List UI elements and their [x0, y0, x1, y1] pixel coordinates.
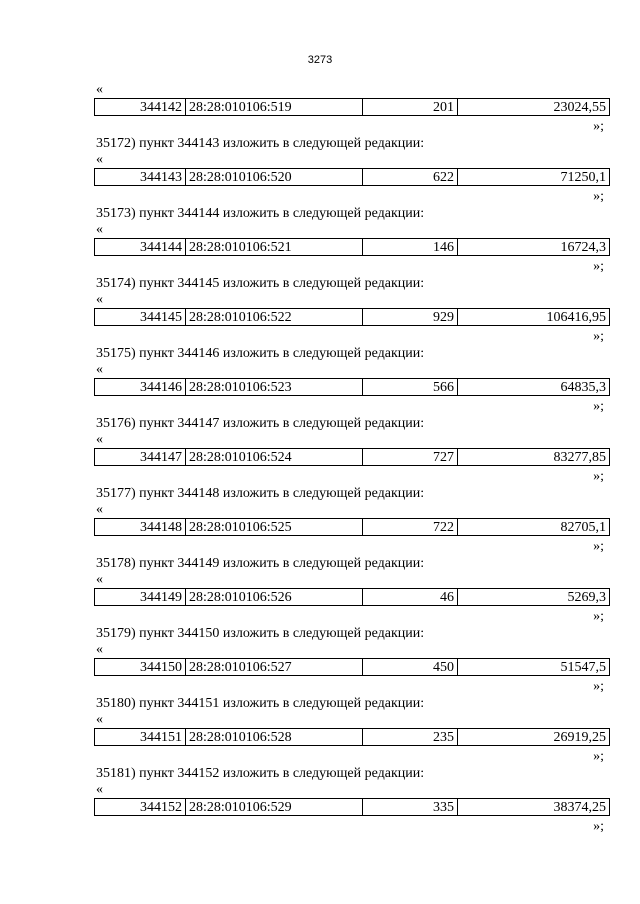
closing-quote: »;: [593, 259, 604, 274]
amendment-block: [94, 502, 610, 572]
value-cell: 64835,3: [458, 379, 610, 396]
table-row: [94, 378, 610, 396]
value-cell: 71250,1: [458, 169, 610, 186]
table-row: [94, 168, 610, 186]
value-cell: 5269,3: [458, 589, 610, 606]
cadastral-number-cell: 28:28:010106:523: [186, 379, 363, 396]
area-cell: 146: [363, 239, 458, 256]
area-cell: 929: [363, 309, 458, 326]
table-row: [94, 308, 610, 326]
table-row: [94, 238, 610, 256]
area-cell: 335: [363, 799, 458, 816]
value-cell: 82705,1: [458, 519, 610, 536]
table-row: [94, 588, 610, 606]
table-row: [94, 658, 610, 676]
amendment-block: [94, 222, 610, 292]
closing-quote: »;: [593, 329, 604, 344]
table-row: [94, 518, 610, 536]
amendment-instruction: 35181) пункт 344152 изложить в следующей редакции:: [96, 766, 425, 781]
item-number-cell: 344151: [95, 729, 186, 746]
value-cell: 26919,25: [458, 729, 610, 746]
item-number-cell: 344147: [95, 449, 186, 466]
opening-quote: «: [96, 712, 103, 727]
amendment-instruction: 35172) пункт 344143 изложить в следующей редакции:: [96, 136, 425, 151]
opening-quote: «: [96, 432, 103, 447]
closing-quote: »;: [593, 189, 604, 204]
opening-quote: «: [96, 782, 103, 797]
item-number-cell: 344143: [95, 169, 186, 186]
opening-quote: «: [96, 152, 103, 167]
closing-quote: »;: [593, 399, 604, 414]
cadastral-number-cell: 28:28:010106:527: [186, 659, 363, 676]
opening-quote: «: [96, 82, 103, 97]
cadastral-number-cell: 28:28:010106:519: [186, 99, 363, 116]
opening-quote: «: [96, 642, 103, 657]
amendment-instruction: 35174) пункт 344145 изложить в следующей редакции:: [96, 276, 425, 291]
area-cell: 727: [363, 449, 458, 466]
cadastral-number-cell: 28:28:010106:524: [186, 449, 363, 466]
opening-quote: «: [96, 222, 103, 237]
closing-quote: »;: [593, 749, 604, 764]
amendment-instruction: 35173) пункт 344144 изложить в следующей редакции:: [96, 206, 425, 221]
table-row: [94, 728, 610, 746]
table-row: [94, 98, 610, 116]
page-number: 3273: [307, 54, 333, 66]
item-number-cell: 344150: [95, 659, 186, 676]
cadastral-number-cell: 28:28:010106:526: [186, 589, 363, 606]
amendment-block: [94, 152, 610, 222]
cadastral-number-cell: 28:28:010106:525: [186, 519, 363, 536]
item-number-cell: 344146: [95, 379, 186, 396]
cadastral-number-cell: 28:28:010106:529: [186, 799, 363, 816]
area-cell: 46: [363, 589, 458, 606]
closing-quote: »;: [593, 609, 604, 624]
closing-quote: »;: [593, 539, 604, 554]
value-cell: 83277,85: [458, 449, 610, 466]
area-cell: 722: [363, 519, 458, 536]
amendment-block: [94, 642, 610, 712]
amendment-block: [94, 362, 610, 432]
item-number-cell: 344144: [95, 239, 186, 256]
amendment-instruction: 35177) пункт 344148 изложить в следующей редакции:: [96, 486, 425, 501]
cadastral-number-cell: 28:28:010106:520: [186, 169, 363, 186]
closing-quote: »;: [593, 819, 604, 834]
amendment-instruction: 35178) пункт 344149 изложить в следующей редакции:: [96, 556, 425, 571]
opening-quote: «: [96, 362, 103, 377]
value-cell: 23024,55: [458, 99, 610, 116]
area-cell: 201: [363, 99, 458, 116]
area-cell: 622: [363, 169, 458, 186]
item-number-cell: 344145: [95, 309, 186, 326]
amendment-instruction: 35179) пункт 344150 изложить в следующей редакции:: [96, 626, 425, 641]
amendment-block: [94, 572, 610, 642]
amendment-instruction: 35176) пункт 344147 изложить в следующей редакции:: [96, 416, 425, 431]
document-body: [94, 82, 610, 852]
area-cell: 566: [363, 379, 458, 396]
table-row: [94, 798, 610, 816]
amendment-block: [94, 292, 610, 362]
item-number-cell: 344149: [95, 589, 186, 606]
item-number-cell: 344148: [95, 519, 186, 536]
area-cell: 235: [363, 729, 458, 746]
amendment-instruction: 35175) пункт 344146 изложить в следующей редакции:: [96, 346, 425, 361]
item-number-cell: 344142: [95, 99, 186, 116]
opening-quote: «: [96, 572, 103, 587]
item-number-cell: 344152: [95, 799, 186, 816]
closing-quote: »;: [593, 469, 604, 484]
value-cell: 16724,3: [458, 239, 610, 256]
area-cell: 450: [363, 659, 458, 676]
closing-quote: »;: [593, 119, 604, 134]
opening-quote: «: [96, 502, 103, 517]
amendment-block: [94, 82, 610, 152]
amendment-block: [94, 712, 610, 782]
amendment-instruction: 35180) пункт 344151 изложить в следующей редакции:: [96, 696, 425, 711]
table-row: [94, 448, 610, 466]
closing-quote: »;: [593, 679, 604, 694]
cadastral-number-cell: 28:28:010106:521: [186, 239, 363, 256]
amendment-block: [94, 432, 610, 502]
cadastral-number-cell: 28:28:010106:528: [186, 729, 363, 746]
amendment-block: [94, 782, 610, 852]
opening-quote: «: [96, 292, 103, 307]
cadastral-number-cell: 28:28:010106:522: [186, 309, 363, 326]
value-cell: 106416,95: [458, 309, 610, 326]
value-cell: 38374,25: [458, 799, 610, 816]
value-cell: 51547,5: [458, 659, 610, 676]
